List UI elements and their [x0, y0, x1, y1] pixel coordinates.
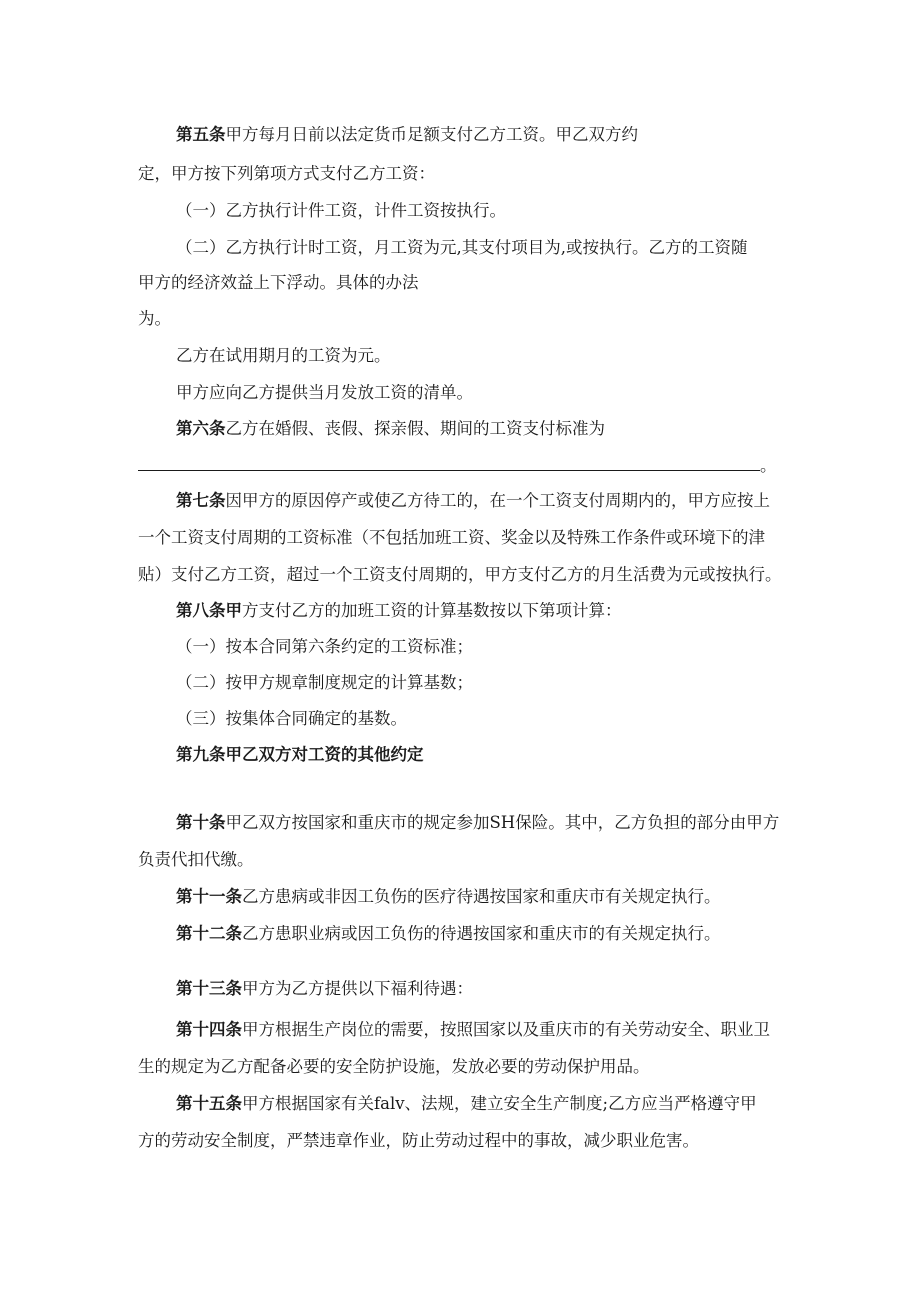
article-5-option-2-line-1: （二）乙方执行计时工资，月工资为元,其支付项目为,或按执行。乙方的工资随 [176, 238, 748, 257]
article-14-heading: 第十四条 [176, 1020, 242, 1039]
article-14-line-2: 生的规定为乙方配备必要的安全防护设施，发放必要的劳动保护用品。 [138, 1057, 650, 1076]
article-5-trial-wage: 乙方在试用期月的工资为元。 [176, 346, 391, 365]
article-10-heading: 第十条 [176, 813, 226, 832]
article-8-heading: 第八条甲 [176, 601, 242, 620]
article-7-line-1 [176, 490, 770, 512]
article-10-line-1 [176, 812, 779, 834]
article-5-text-1: 甲方每月日前以法定货币足额支付乙方工资。甲乙双方约 [225, 125, 638, 144]
article-6-blank-line [138, 470, 760, 471]
article-11-line-1 [176, 886, 721, 908]
article-14-line-1 [176, 1019, 770, 1041]
article-11-heading: 第十一条 [176, 887, 242, 906]
article-13-text-1: 甲方为乙方提供以下福利待遇： [242, 979, 473, 998]
article-8-option-2: （二）按甲方规章制度规定的计算基数； [176, 673, 473, 692]
article-6-period: 。 [760, 456, 777, 475]
article-6-line-1 [176, 418, 605, 440]
article-9-heading: 第九条甲乙双方对工资的其他约定 [176, 745, 424, 764]
article-8-text-1: 方支付乙方的加班工资的计算基数按以下第项计算： [242, 601, 622, 620]
article-7-heading: 第七条 [176, 491, 226, 510]
article-12-line-1 [176, 923, 721, 945]
article-12-heading: 第十二条 [176, 924, 242, 943]
article-13-line-1 [176, 978, 473, 1000]
article-5-option-2-line-2: 甲方的经济效益上下浮动。具体的办法 [138, 273, 419, 292]
article-11-text-1: 乙方患病或非因工负伤的医疗待遇按国家和重庆市有关规定执行。 [242, 887, 721, 906]
article-8-option-3: （三）按集体合同确定的基数。 [176, 709, 407, 728]
article-10-text-1: 甲乙双方按国家和重庆市的规定参加SH保险。其中，乙方负担的部分由甲方 [225, 813, 780, 832]
article-14-text-1: 甲方根据生产岗位的需要，按照国家以及重庆市的有关劳动安全、职业卫 [242, 1020, 770, 1039]
article-6-heading: 第六条 [176, 419, 226, 438]
article-13-heading: 第十三条 [176, 979, 242, 998]
article-7-line-3: 贴）支付乙方工资，超过一个工资支付周期的，甲方支付乙方的月生活费为元或按执行。 [138, 565, 782, 584]
article-5-option-1: （一）乙方执行计件工资，计件工资按执行。 [176, 201, 506, 220]
article-5-option-2-line-3: 为。 [138, 309, 171, 328]
article-10-line-2: 负责代扣代缴。 [138, 850, 254, 869]
article-5-wage-list: 甲方应向乙方提供当月发放工资的清单。 [176, 383, 473, 402]
article-15-line-1 [176, 1093, 757, 1115]
article-8-option-1: （一）按本合同第六条约定的工资标准； [176, 637, 473, 656]
article-12-text-1: 乙方患职业病或因工负伤的待遇按国家和重庆市的有关规定执行。 [242, 924, 721, 943]
article-5-line-1 [176, 124, 638, 146]
article-6-text-1: 乙方在婚假、丧假、探亲假、期间的工资支付标准为 [225, 419, 605, 438]
article-7-line-2: 一个工资支付周期的工资标准（不包括加班工资、奖金以及特殊工作条件或环境下的津 [138, 528, 765, 547]
article-5-line-2: 定，甲方按下列第项方式支付乙方工资： [138, 164, 435, 183]
article-7-text-1: 因甲方的原因停产或使乙方待工的，在一个工资支付周期内的，甲方应按上 [225, 491, 770, 510]
article-8-line-1 [176, 600, 622, 622]
article-5-heading: 第五条 [176, 125, 226, 144]
article-15-heading: 第十五条 [176, 1094, 242, 1113]
article-15-text-1: 甲方根据国家有关falv、法规，建立安全生产制度;乙方应当严格遵守甲 [242, 1094, 757, 1113]
article-15-line-2: 方的劳动安全制度，严禁违章作业，防止劳动过程中的事故，减少职业危害。 [138, 1131, 699, 1150]
